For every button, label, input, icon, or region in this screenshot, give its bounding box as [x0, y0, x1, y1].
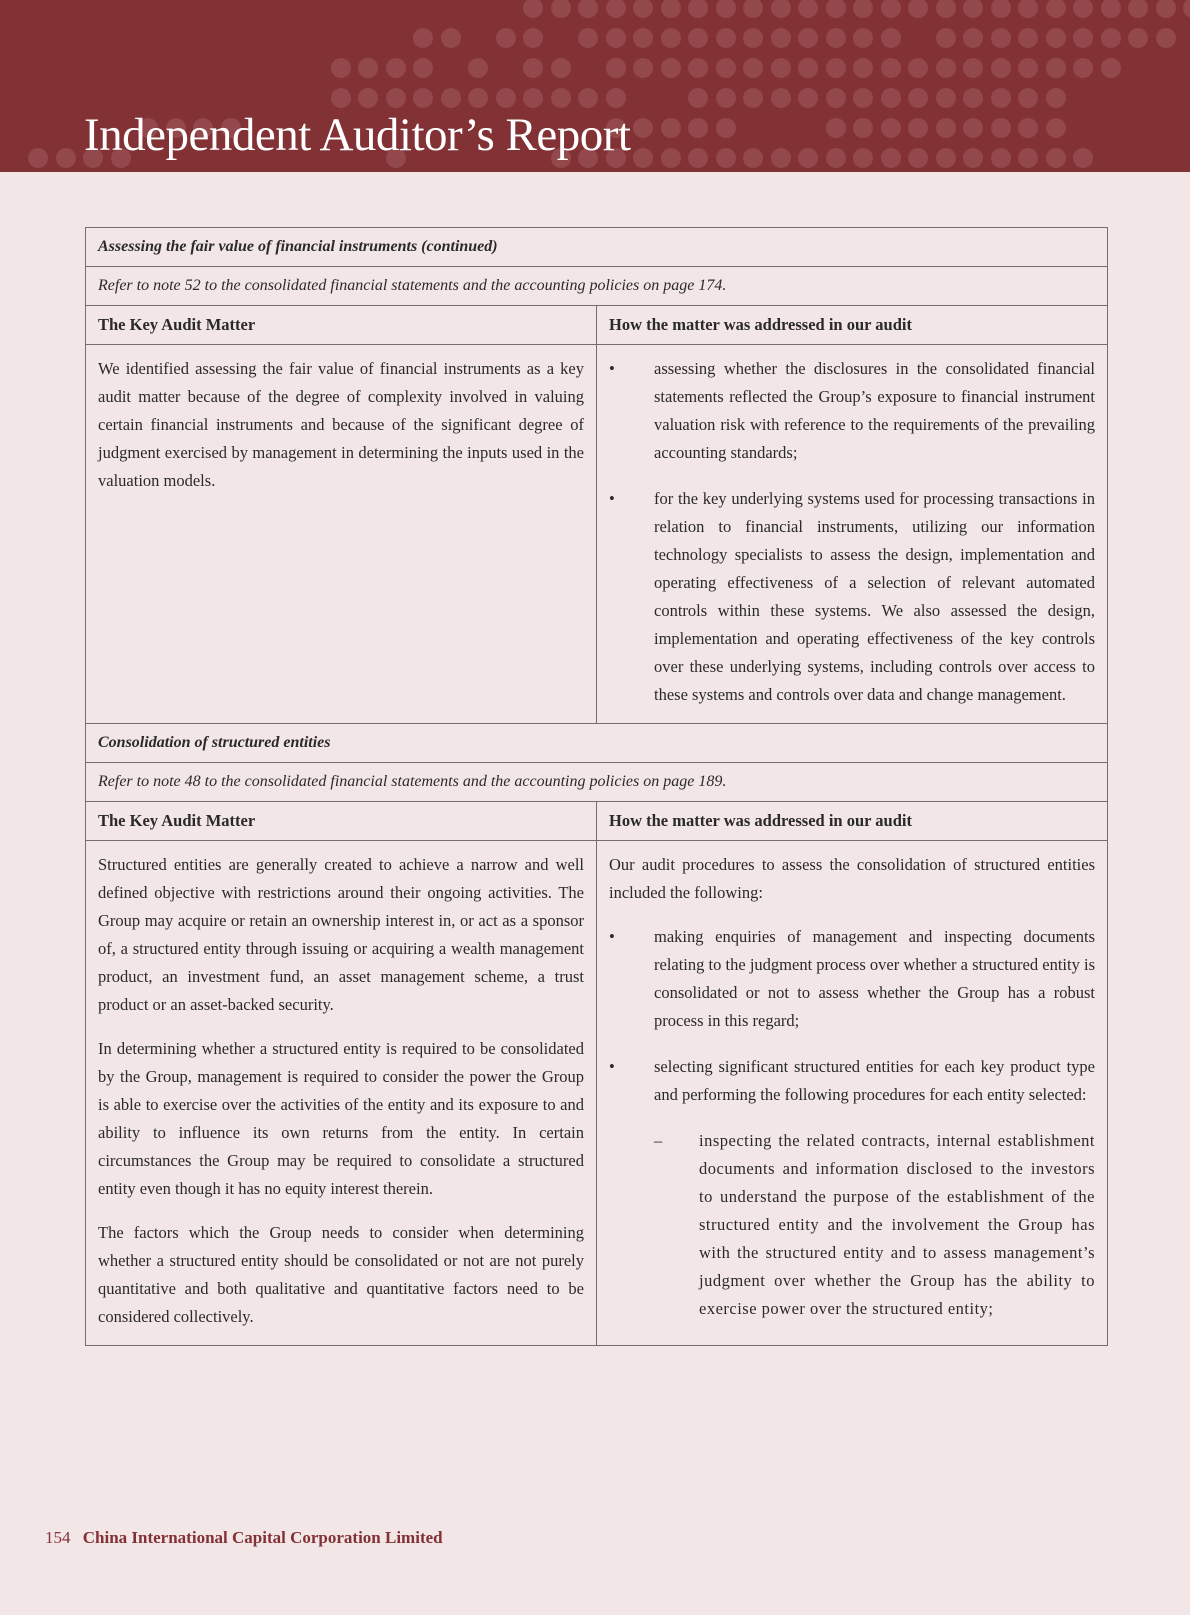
- decorative-dot: [716, 148, 736, 168]
- header-banner: [0, 0, 1190, 172]
- decorative-dot: [991, 58, 1011, 78]
- decorative-dot: [716, 88, 736, 108]
- decorative-dot: [1128, 28, 1148, 48]
- decorative-dot: [578, 88, 598, 108]
- decorative-dot: [1156, 0, 1176, 18]
- decorative-dot: [1018, 118, 1038, 138]
- decorative-dot: [688, 148, 708, 168]
- decorative-dot: [523, 58, 543, 78]
- decorative-dot: [743, 0, 763, 18]
- decorative-dot: [386, 58, 406, 78]
- audit-intro: Our audit procedures to assess the consolidation of structured entities included the following:: [609, 855, 1095, 902]
- decorative-dot: [716, 118, 736, 138]
- decorative-dot: [798, 0, 818, 18]
- decorative-dot: [908, 88, 928, 108]
- sub-list-item: – inspecting the related contracts, internal establishment documents and information disclosed to the investors to understand the purpose of the establishment of the structured entity and the involvement the Group has with the structured entity and to assess management’s judgment over whether the Group has the ability to exercise power over the structured entity;: [654, 1127, 1095, 1323]
- decorative-dot: [661, 148, 681, 168]
- decorative-dot: [1101, 28, 1121, 48]
- list-item: • assessing whether the disclosures in the consolidated financial statements reflected the Group’s exposure to financial instrument valuation risk with reference to the requirements of the prevailing accounting standards;: [609, 355, 1095, 467]
- kam-header: The Key Audit Matter: [98, 315, 256, 334]
- decorative-dot: [991, 148, 1011, 168]
- decorative-dot: [413, 28, 433, 48]
- decorative-dot: [661, 58, 681, 78]
- decorative-dot: [551, 58, 571, 78]
- section-body: [86, 840, 1107, 1345]
- column-headers: [86, 305, 1107, 344]
- decorative-dot: [963, 28, 983, 48]
- decorative-dot: [1046, 0, 1066, 18]
- decorative-dot: [661, 118, 681, 138]
- decorative-dot: [468, 88, 488, 108]
- decorative-dot: [881, 0, 901, 18]
- decorative-dot: [853, 58, 873, 78]
- key-audit-matters-table: [85, 227, 1108, 1346]
- decorative-dot: [1018, 58, 1038, 78]
- decorative-dot: [688, 0, 708, 18]
- decorative-dot: [881, 148, 901, 168]
- kam-paragraph: The factors which the Group needs to consider when determining whether a structured entity should be consolidated or not are not purely quantitative and both qualitative and quantitative factors need to be considered collectively.: [98, 1223, 584, 1326]
- decorative-dot: [1156, 28, 1176, 48]
- kam-paragraph: Structured entities are generally created to achieve a narrow and well defined objective with restrictions around their ongoing activities. The Group may acquire or retain an ownership interest in, or act as a sponsor of, a structured entity through issuing or acquiring a wealth management product, an investment fund, an asset management scheme, a trust product or an asset-backed security.: [98, 855, 584, 1014]
- decorative-dot: [881, 88, 901, 108]
- decorative-dot: [688, 58, 708, 78]
- kam-paragraph: In determining whether a structured entity is required to be consolidated by the Group, management is required to consider the power the Group is able to exercise over the activities of the entity and its exposure to and ability to influence its own returns from the entity. In certain circumstances the Group may be required to consolidate a structured entity even though it has no equity interest therein.: [98, 1039, 584, 1198]
- list-item: • for the key underlying systems used for processing transactions in relation to financial instruments, utilizing our information technology specialists to assess the design, implementation and operating effectiveness of a selection of relevant automated controls within these systems. We also assessed the design, implementation and operating effectiveness of the key controls over these underlying systems, including controls over access to these systems and controls over data and change management.: [609, 485, 1095, 709]
- decorative-dot: [963, 88, 983, 108]
- decorative-dot: [551, 88, 571, 108]
- decorative-dot: [826, 88, 846, 108]
- decorative-dot: [991, 118, 1011, 138]
- decorative-dot: [358, 88, 378, 108]
- decorative-dot: [963, 0, 983, 18]
- audit-column: [596, 841, 1107, 1345]
- decorative-dot: [441, 28, 461, 48]
- decorative-dot: [743, 58, 763, 78]
- section-reference: Refer to note 52 to the consolidated financial statements and the accounting policies on page 174.: [86, 266, 1107, 305]
- section-body: [86, 344, 1107, 723]
- decorative-dot: [798, 88, 818, 108]
- decorative-dot: [771, 88, 791, 108]
- bullet-icon: •: [609, 927, 615, 946]
- decorative-dot: [716, 0, 736, 18]
- column-headers: [86, 801, 1107, 840]
- decorative-dot: [716, 58, 736, 78]
- decorative-dot: [661, 0, 681, 18]
- decorative-dot: [771, 58, 791, 78]
- decorative-dot: [578, 28, 598, 48]
- decorative-dot: [688, 28, 708, 48]
- decorative-dot: [331, 58, 351, 78]
- decorative-dot: [881, 58, 901, 78]
- decorative-dot: [606, 0, 626, 18]
- decorative-dot: [881, 118, 901, 138]
- decorative-dot: [936, 118, 956, 138]
- decorative-dot: [936, 0, 956, 18]
- decorative-dot: [936, 28, 956, 48]
- decorative-dot: [826, 148, 846, 168]
- audit-header: How the matter was addressed in our audit: [596, 802, 1107, 840]
- decorative-dot: [908, 118, 928, 138]
- decorative-dot: [606, 28, 626, 48]
- decorative-dot: [771, 28, 791, 48]
- decorative-dot: [1018, 88, 1038, 108]
- decorative-dot: [1018, 148, 1038, 168]
- decorative-dot: [633, 58, 653, 78]
- decorative-dot: [826, 28, 846, 48]
- decorative-dot: [881, 28, 901, 48]
- decorative-dot: [496, 28, 516, 48]
- decorative-dot: [826, 0, 846, 18]
- decorative-dot: [908, 148, 928, 168]
- page-title: Independent Auditor’s Report: [84, 109, 631, 161]
- kam-column: [86, 345, 596, 723]
- decorative-dot: [771, 148, 791, 168]
- page-footer: [45, 1528, 443, 1548]
- decorative-dot: [853, 88, 873, 108]
- decorative-dot: [633, 148, 653, 168]
- decorative-dot: [331, 88, 351, 108]
- decorative-dot: [1046, 88, 1066, 108]
- decorative-dot: [1073, 0, 1093, 18]
- decorative-dot: [496, 88, 516, 108]
- section-title: Assessing the fair value of financial instruments (continued): [98, 238, 498, 255]
- decorative-dot: [688, 118, 708, 138]
- decorative-dot: [991, 0, 1011, 18]
- decorative-dot: [1183, 0, 1190, 18]
- decorative-dot: [413, 88, 433, 108]
- kam-column: [86, 841, 596, 1345]
- decorative-dot: [1046, 58, 1066, 78]
- decorative-dot: [826, 118, 846, 138]
- decorative-dot: [468, 58, 488, 78]
- decorative-dot: [798, 58, 818, 78]
- decorative-dot: [633, 28, 653, 48]
- decorative-dot: [633, 0, 653, 18]
- bullet-icon: •: [609, 1057, 615, 1076]
- decorative-dot: [963, 118, 983, 138]
- decorative-dot: [853, 148, 873, 168]
- decorative-dot: [853, 0, 873, 18]
- decorative-dot: [1073, 28, 1093, 48]
- decorative-dot: [661, 28, 681, 48]
- decorative-dot: [743, 148, 763, 168]
- decorative-dot: [716, 28, 736, 48]
- decorative-dot: [633, 118, 653, 138]
- decorative-dot: [551, 0, 571, 18]
- audit-column: [596, 345, 1107, 723]
- decorative-dot: [523, 0, 543, 18]
- decorative-dot: [606, 58, 626, 78]
- decorative-dot: [578, 0, 598, 18]
- decorative-dot: [743, 88, 763, 108]
- decorative-dot: [1101, 58, 1121, 78]
- list-item: • making enquiries of management and inspecting documents relating to the judgment process over whether a structured entity is consolidated or not to assess whether the Group has a robust process in this regard;: [609, 923, 1095, 1035]
- section-title: Consolidation of structured entities: [86, 723, 1107, 762]
- decorative-dot: [56, 148, 76, 168]
- company-name: China International Capital Corporation Limited: [82, 1528, 443, 1547]
- decorative-dot: [963, 148, 983, 168]
- decorative-dot: [1046, 148, 1066, 168]
- decorative-dot: [1101, 0, 1121, 18]
- page-number: 154: [45, 1528, 71, 1547]
- decorative-dot: [991, 28, 1011, 48]
- decorative-dot: [908, 0, 928, 18]
- decorative-dot: [826, 58, 846, 78]
- decorative-dot: [28, 148, 48, 168]
- decorative-dot: [963, 58, 983, 78]
- bullet-icon: •: [609, 359, 615, 378]
- decorative-dot: [936, 58, 956, 78]
- audit-header: How the matter was addressed in our audit: [596, 306, 1107, 344]
- kam-header: The Key Audit Matter: [98, 811, 256, 830]
- kam-paragraph: We identified assessing the fair value of financial instruments as a key audit matter because of the degree of complexity involved in valuing certain financial instruments and because of the significant degree of judgment exercised by management in determining the inputs used in the valuation models.: [98, 359, 584, 490]
- section-reference: Refer to note 48 to the consolidated financial statements and the accounting policies on page 189.: [86, 762, 1107, 801]
- decorative-dot: [798, 28, 818, 48]
- decorative-dot: [743, 28, 763, 48]
- decorative-dot: [1046, 118, 1066, 138]
- decorative-dot: [1128, 0, 1148, 18]
- decorative-dot: [688, 88, 708, 108]
- decorative-dot: [523, 28, 543, 48]
- decorative-dot: [936, 148, 956, 168]
- dash-icon: –: [654, 1131, 663, 1150]
- decorative-dot: [908, 58, 928, 78]
- decorative-dot: [1018, 0, 1038, 18]
- decorative-dot: [441, 88, 461, 108]
- decorative-dot: [358, 58, 378, 78]
- list-item: • selecting significant structured entities for each key product type and performing the following procedures for each entity selected:: [609, 1053, 1095, 1109]
- decorative-dot: [771, 0, 791, 18]
- decorative-dot: [936, 88, 956, 108]
- decorative-dot: [1073, 58, 1093, 78]
- bullet-icon: •: [609, 489, 615, 508]
- decorative-dot: [853, 28, 873, 48]
- decorative-dot: [991, 88, 1011, 108]
- decorative-dot: [1018, 28, 1038, 48]
- decorative-dot: [798, 148, 818, 168]
- decorative-dot: [853, 118, 873, 138]
- decorative-dot: [386, 88, 406, 108]
- decorative-dot: [1073, 148, 1093, 168]
- decorative-dot: [1046, 28, 1066, 48]
- decorative-dot: [523, 88, 543, 108]
- decorative-dot: [413, 58, 433, 78]
- decorative-dot: [606, 88, 626, 108]
